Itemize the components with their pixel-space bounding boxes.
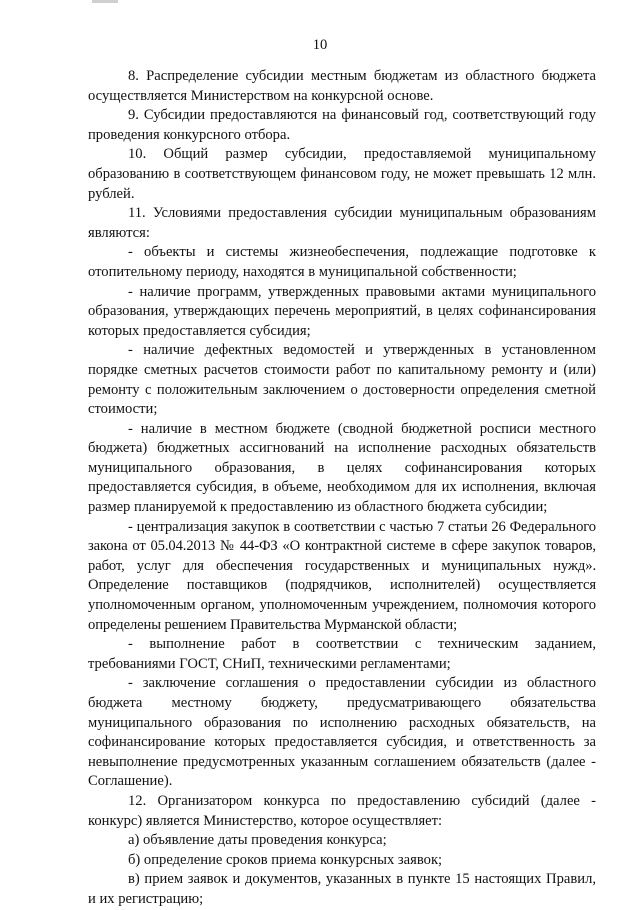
paragraph-9: 9. Субсидии предоставляются на финансовый год, соответствующий году проведения конкурсного отбора.	[88, 107, 596, 143]
document-body	[88, 67, 596, 910]
condition-item: - объекты и системы жизнеобеспечения, подлежащие подготовке к отопительному периоду, находятся в муниципальной собственности;	[88, 244, 596, 280]
duty-item: в) прием заявок и документов, указанных в пункте 15 настоящих Правил, и их регистрацию;	[88, 871, 596, 907]
condition-item: - наличие программ, утвержденных правовыми актами муниципального образования, утверждающих перечень мероприятий, в целях софинансирования которых предоставляется субсидия;	[88, 283, 596, 339]
condition-item: - выполнение работ в соответствии с техническим заданием, требованиями ГОСТ, СНиП, техническими регламентами;	[88, 636, 596, 672]
scan-artifact	[92, 0, 118, 3]
paragraph-10: 10. Общий размер субсидии, предоставляемой муниципальному образованию в соответствующем финансовом году, не может превышать 12 млн. рублей.	[88, 146, 596, 202]
condition-item: - централизация закупок в соответствии с частью 7 статьи 26 Федерального закона от 05.04.2013 № 44-ФЗ «О контрактной системе в сфере закупок товаров, работ, услуг для обеспечения государственных и муниципальных нужд». Определение поставщиков (подрядчиков, исполнителей) осуществляется уполномоченным органом, уполномоченным учреждением, полномочия которого определены решением Правительства Мурманской области;	[88, 518, 596, 633]
condition-item: - наличие дефектных ведомостей и утвержденных в установленном порядке сметных расчетов стоимости работ по капитальному ремонту и (или) ремонту с положительным заключением о достоверности определения сметной стоимости;	[88, 342, 596, 418]
condition-item: - заключение соглашения о предоставлении субсидии из областного бюджета местному бюджету, предусматривающего обязательства муниципального образования по исполнению расходных обязательств, на софинансирование которых предоставляется субсидия, и ответственность за невыполнение предусмотренных указанным соглашением обязательств (далее - Соглашение).	[88, 675, 596, 790]
condition-item: - наличие в местном бюджете (сводной бюджетной росписи местного бюджета) бюджетных ассигнований на исполнение расходных обязательств муниципального образования, в целях софинансирования которых предоставляется субсидия, в объеме, необходимом для их исполнения, включая размер планируемой к предоставлению из областного бюджета субсидии;	[88, 420, 596, 516]
page-number: 10	[312, 37, 328, 53]
paragraph-8: 8. Распределение субсидии местным бюджетам из областного бюджета осуществляется Министерством на конкурсной основе.	[88, 68, 596, 104]
paragraph-11: 11. Условиями предоставления субсидии муниципальным образованиям являются:	[88, 205, 596, 241]
paragraph-12: 12. Организатором конкурса по предоставлению субсидий (далее - конкурс) является Министерство, которое осуществляет:	[88, 792, 596, 829]
duty-item: а) объявление даты проведения конкурса;	[128, 832, 387, 849]
duty-item: б) определение сроков приема конкурсных заявок;	[128, 851, 443, 868]
